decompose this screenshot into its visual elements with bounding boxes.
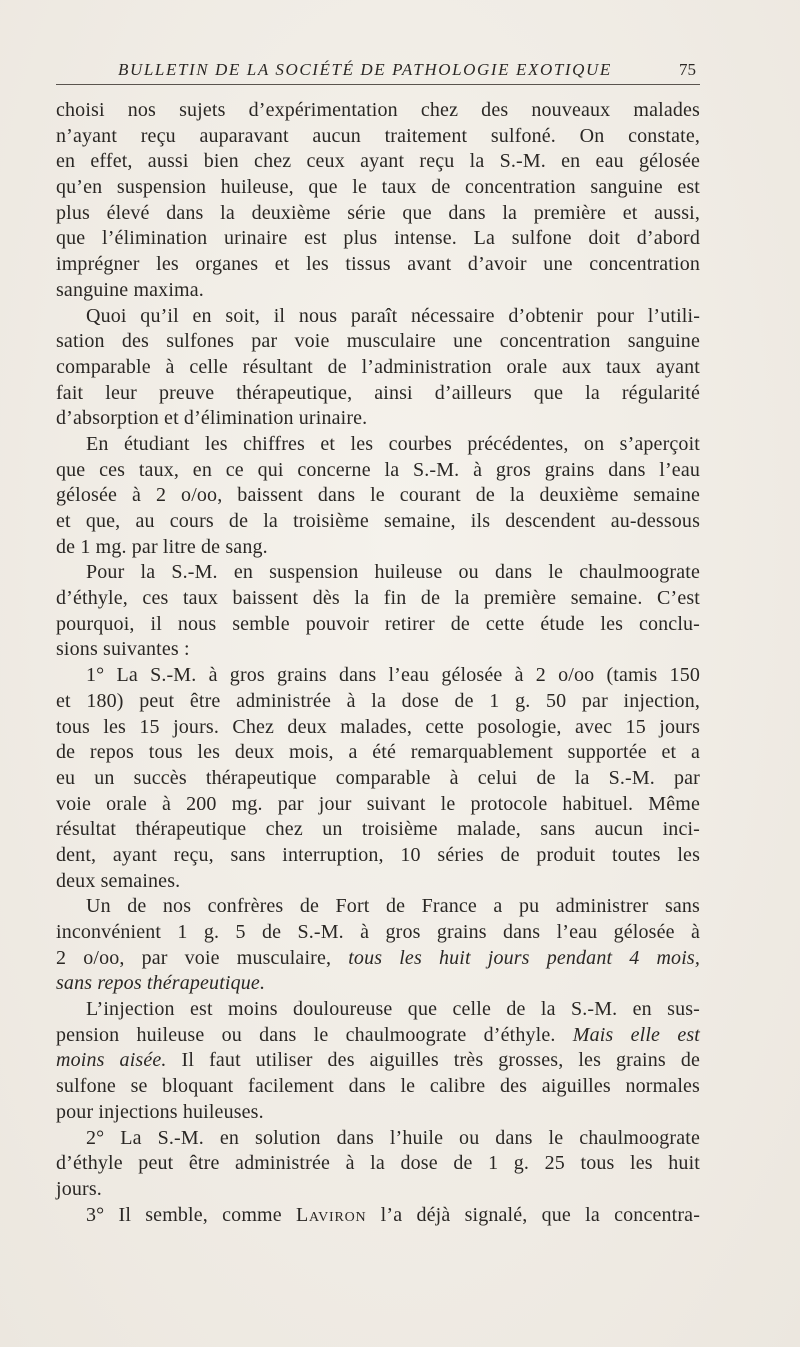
- text-span: imprégner les organes et les tissus avant d’avoir une concentration: [56, 253, 700, 276]
- text-line: [56, 971, 700, 997]
- text-line: [56, 869, 700, 895]
- text-span: sanguine maxima.: [56, 278, 204, 301]
- text-line: [56, 509, 700, 535]
- text-span: 2 o/oo, par voie musculaire,: [56, 946, 349, 969]
- text-span: jours.: [56, 1177, 102, 1200]
- text-span: comparable à celle résultant de l’administration orale aux taux ayant: [56, 355, 700, 378]
- text-line: [56, 663, 700, 689]
- text-line: [56, 766, 700, 792]
- text-line: [56, 817, 700, 843]
- text-line: [56, 843, 700, 869]
- author-name: Laviron: [296, 1203, 367, 1226]
- text-line: [56, 894, 700, 920]
- italic-span: moins aisée.: [56, 1049, 167, 1072]
- page-number: 75: [679, 60, 696, 79]
- text-line: [56, 637, 700, 663]
- text-line: [56, 98, 700, 124]
- text-span: n’ayant reçu auparavant aucun traitement sulfoné. On constate,: [56, 124, 700, 147]
- text-span: gélosée à 2 o/oo, baissent dans le courant de la deuxième semaine: [56, 484, 700, 507]
- text-span: que ces taux, en ce qui concerne la S.-M. à gros grains dans l’eau: [56, 458, 700, 481]
- text-span: inconvénient 1 g. 5 de S.-M. à gros grains dans l’eau gélosée à: [56, 921, 700, 943]
- text-line: [56, 175, 700, 201]
- text-line: [56, 560, 700, 586]
- text-line: [56, 304, 700, 330]
- text-line: [56, 1048, 700, 1074]
- text-span: et 180) peut être administrée à la dose de 1 g. 50 par injection,: [56, 689, 700, 712]
- text-span: L’injection est moins douloureuse que celle de la S.-M. en sus-: [86, 998, 700, 1021]
- text-line: [56, 124, 700, 150]
- text-span: d’absorption et d’élimination urinaire.: [56, 407, 368, 430]
- text-line: [56, 1203, 700, 1229]
- text-span: Pour la S.-M. en suspension huileuse ou dans le chaulmoograte: [86, 561, 700, 584]
- text-line: [56, 1023, 700, 1049]
- text-line: [56, 1100, 700, 1126]
- text-line: [56, 946, 700, 972]
- text-span: pourquoi, il nous semble pouvoir retirer de cette étude les conclu-: [56, 612, 700, 635]
- text-span: d’éthyle, ces taux baissent dès la fin de la première semaine. C’est: [56, 587, 700, 610]
- text-line: [56, 740, 700, 766]
- page-header: [56, 60, 700, 85]
- text-span: 1° La S.-M. à gros grains dans l’eau gélosée à 2 o/oo (tamis 150: [86, 664, 700, 687]
- text-line: [56, 920, 700, 946]
- text-line: [56, 535, 700, 561]
- text-line: [56, 432, 700, 458]
- text-span: eu un succès thérapeutique comparable à celui de la S.-M. par: [56, 766, 700, 789]
- text-span: et que, au cours de la troisième semaine, ils descendent au-dessous: [56, 510, 700, 532]
- text-span: En étudiant les chiffres et les courbes précédentes, on s’aperçoit: [86, 432, 700, 455]
- italic-span: Mais elle est: [572, 1023, 700, 1046]
- text-span: Un de nos confrères de Fort de France a pu administrer sans: [86, 895, 700, 918]
- text-line: [56, 1177, 700, 1203]
- text-line: [56, 149, 700, 175]
- text-span: deux semaines.: [56, 869, 181, 892]
- text-line: [56, 226, 700, 252]
- text-line: [56, 997, 700, 1023]
- text-span: sation des sulfones par voie musculaire une concentration sanguine: [56, 330, 700, 353]
- text-line: [56, 586, 700, 612]
- text-span: résultat thérapeutique chez un troisième malade, sans aucun inci-: [56, 818, 700, 841]
- text-span: d’éthyle peut être administrée à la dose de 1 g. 25 tous les huit: [56, 1152, 700, 1175]
- text-line: [56, 201, 700, 227]
- text-line: [56, 792, 700, 818]
- text-span: pension huileuse ou dans le chaulmoograte d’éthyle.: [56, 1023, 573, 1046]
- text-span: l’a déjà signalé, que la concentra-: [366, 1203, 701, 1226]
- text-span: voie orale à 200 mg. par jour suivant le protocole habituel. Même: [56, 792, 700, 815]
- text-line: [56, 458, 700, 484]
- text-line: [56, 689, 700, 715]
- text-span: qu’en suspension huileuse, que le taux de concentration sanguine est: [56, 176, 700, 199]
- text-span: fait leur preuve thérapeutique, ainsi d’ailleurs que la régularité: [56, 381, 700, 404]
- text-line: [56, 1151, 700, 1177]
- text-span: 3° Il semble, comme: [86, 1203, 296, 1226]
- running-title: BULLETIN DE LA SOCIÉTÉ DE PATHOLOGIE EXOTIQUE: [118, 60, 612, 79]
- text-span: que l’élimination urinaire est plus intense. La sulfone doit d’abord: [56, 227, 700, 250]
- text-line: [56, 715, 700, 741]
- text-line: [56, 1126, 700, 1152]
- text-span: dent, ayant reçu, sans interruption, 10 séries de produit toutes les: [56, 843, 700, 866]
- text-line: [56, 278, 700, 304]
- text-span: de 1 mg. par litre de sang.: [56, 535, 268, 558]
- body-text: [56, 98, 700, 1228]
- text-span: de repos tous les deux mois, a été remarquablement supportée et a: [56, 741, 700, 764]
- italic-span: tous les huit jours pendant 4 mois,: [348, 946, 700, 969]
- text-span: pour injections huileuses.: [56, 1100, 264, 1123]
- text-span: sions suivantes :: [56, 638, 190, 661]
- text-line: [56, 1074, 700, 1100]
- text-span: plus élevé dans la deuxième série que dans la première et aussi,: [56, 201, 700, 224]
- text-line: [56, 483, 700, 509]
- text-span: 2° La S.-M. en solution dans l’huile ou dans le chaulmoograte: [86, 1126, 700, 1149]
- text-line: [56, 252, 700, 278]
- text-span: choisi nos sujets d’expérimentation chez des nouveaux malades: [56, 99, 700, 121]
- text-span: tous les 15 jours. Chez deux malades, cette posologie, avec 15 jours: [56, 715, 700, 738]
- text-span: Il faut utiliser des aiguilles très grosses, les grains de: [166, 1049, 700, 1072]
- text-line: [56, 355, 700, 381]
- text-line: [56, 406, 700, 432]
- text-line: [56, 612, 700, 638]
- italic-span: sans repos thérapeutique.: [56, 972, 266, 995]
- text-line: [56, 329, 700, 355]
- text-span: en effet, aussi bien chez ceux ayant reçu la S.-M. en eau gélosée: [56, 150, 700, 173]
- text-span: Quoi qu’il en soit, il nous paraît nécessaire d’obtenir pour l’utili-: [86, 304, 700, 327]
- text-span: sulfone se bloquant facilement dans le calibre des aiguilles normales: [56, 1075, 700, 1098]
- text-line: [56, 381, 700, 407]
